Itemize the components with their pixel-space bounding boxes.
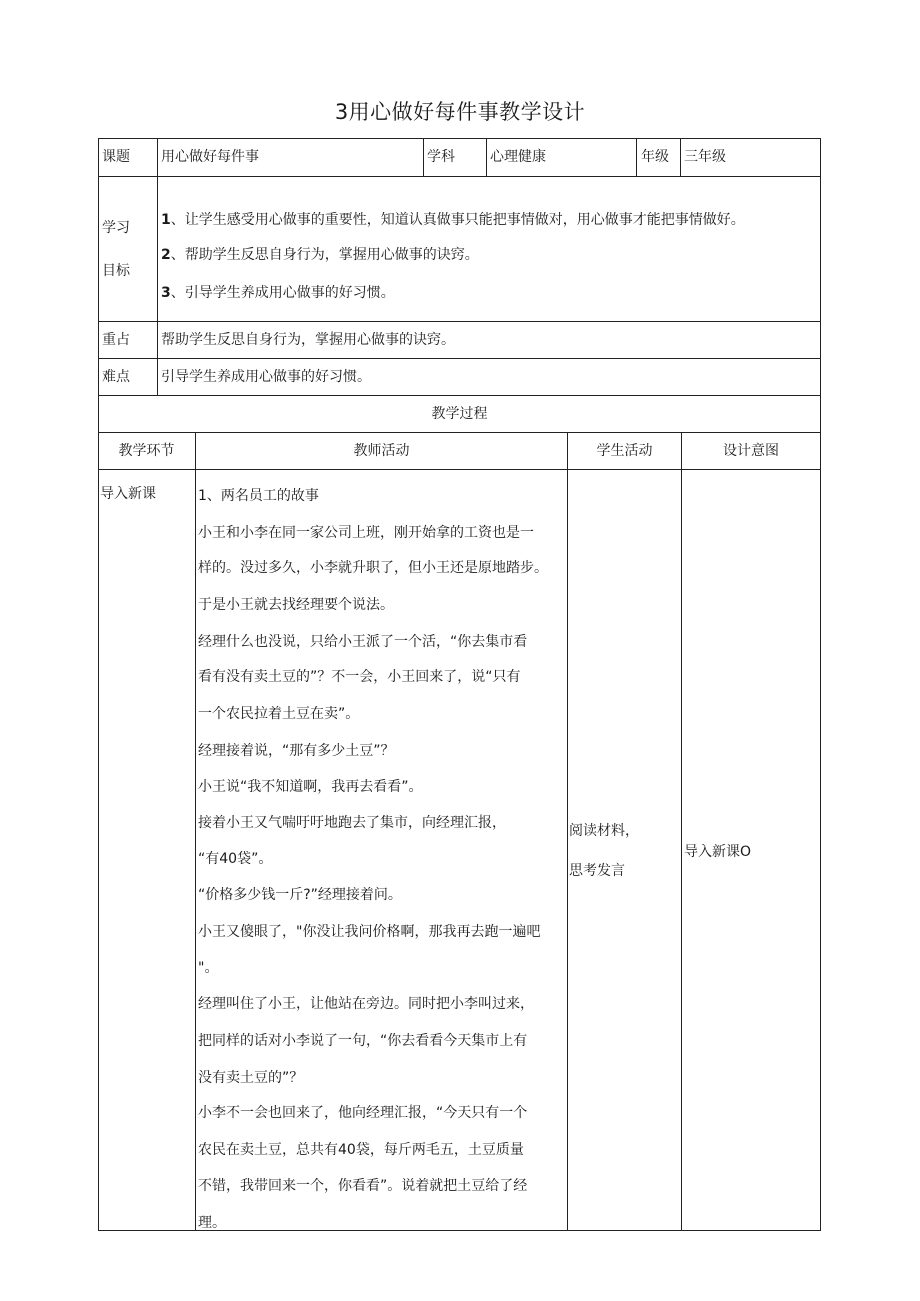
subject-value: 心理健康	[490, 149, 546, 165]
teacher-activity-line: 接着小王又气喘吁吁地跑去了集市，向经理汇报，	[198, 815, 506, 831]
course-label: 课题	[102, 149, 130, 165]
teacher-activity-line: 小王说“我不知道啊，我再去看看”。	[198, 779, 423, 795]
teacher-activity-line: 一个农民拉着土豆在卖”。	[198, 706, 360, 722]
grade-label: 年级	[641, 149, 669, 165]
teacher-activity-line: 理。	[198, 1215, 226, 1231]
teacher-activity-line: 农民在卖土豆，总共有40袋，每斤两毛五，土豆质量	[198, 1142, 524, 1158]
teacher-activity-line: 样的。没过多久，小李就升职了，但小王还是原地踏步。	[198, 560, 548, 576]
teacher-activity-line: 没有卖土豆的”？	[198, 1070, 304, 1086]
objectives-label-line2: 目标	[102, 263, 130, 279]
objectives-label-line1: 学习	[102, 220, 130, 236]
teacher-activity-line: “价格多少钱一斤?”经理接着问。	[198, 887, 402, 903]
process-header: 教学过程	[431, 406, 488, 422]
teacher-activity-line: "。	[198, 960, 219, 976]
grade-value: 三年级	[684, 149, 726, 165]
student-activity-line2: 思考发言	[569, 863, 625, 879]
teacher-activity-line: 不错，我带回来一个，你看看”。说着就把土豆给了经	[198, 1178, 528, 1194]
objective-item: 1、让学生感受用心做事的重要性，知道认真做事只能把事情做对，用心做事才能把事情做好。	[161, 212, 745, 228]
teacher-activity-line: 于是小王就去找经理要个说法。	[198, 597, 394, 613]
objective-item: 2、帮助学生反思自身行为，掌握用心做事的诀窍。	[161, 247, 479, 263]
teacher-activity-line: 小李不一会也回来了，他向经理汇报，“今天只有一个	[198, 1105, 528, 1121]
subject-label: 学科	[427, 149, 455, 165]
difficulty-text: 引导学生养成用心做事的好习惯。	[161, 369, 371, 385]
stage-label: 导入新课	[100, 486, 156, 502]
key-point-text: 帮助学生反思自身行为，掌握用心做事的诀窍。	[161, 332, 455, 348]
student-activity-line1: 阅读材料，	[569, 823, 639, 839]
column-header: 设计意图	[723, 443, 779, 459]
teacher-activity-line: 经理什么也没说，只给小王派了一个活，“你去集市看	[198, 634, 528, 650]
design-intent: 导入新课O	[684, 844, 752, 860]
column-header: 教学环节	[118, 443, 175, 459]
key-point-label: 重占	[102, 332, 130, 348]
teacher-activity-line: 经理叫住了小王，让他站在旁边。同时把小李叫过来，	[198, 996, 534, 1012]
teacher-activity-line: 小王又傻眼了，"你没让我问价格啊，那我再去跑一遍吧	[198, 924, 541, 940]
objective-item: 3、引导学生养成用心做事的好习惯。	[161, 285, 395, 301]
teacher-activity-line: 小王和小李在同一家公司上班，刚开始拿的工资也是一	[198, 525, 534, 541]
difficulty-label: 难点	[102, 369, 130, 385]
teacher-activity-line: 1、两名员工的故事	[198, 488, 319, 504]
course-value: 用心做好每件事	[161, 149, 259, 165]
teacher-activity-line: 看有没有卖土豆的”？不一会，小王回来了，说“只有	[198, 669, 521, 685]
column-header: 教师活动	[353, 443, 410, 459]
column-header: 学生活动	[596, 443, 653, 459]
teacher-activity-line: “有40袋”。	[198, 851, 273, 867]
teacher-activity-line: 经理接着说，“那有多少土豆”？	[198, 743, 395, 759]
page-title: 3用心做好每件事教学设计	[334, 100, 586, 124]
teacher-activity-line: 把同样的话对小李说了一句，“你去看看今天集市上有	[198, 1033, 528, 1049]
